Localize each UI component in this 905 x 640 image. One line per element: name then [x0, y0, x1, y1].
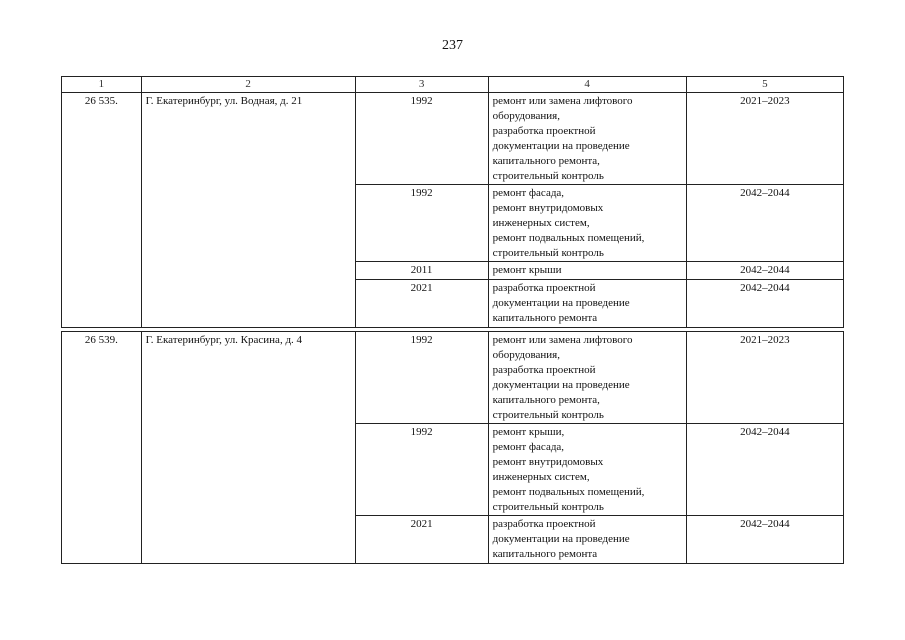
commission-year: 1992: [355, 185, 488, 262]
commission-year: 2021: [355, 280, 488, 328]
table-row: [62, 93, 844, 185]
commission-year: 2011: [355, 262, 488, 280]
table-row: [62, 332, 844, 424]
repair-work-item: строительный контроль: [492, 247, 604, 259]
repair-work-item: ремонт внутридомовых: [492, 202, 604, 214]
repair-work-item: документации на проведение: [492, 297, 630, 309]
repair-work-item: ремонт крыши: [492, 264, 562, 276]
repair-work-item: ремонт внутридомовых: [492, 456, 604, 468]
table-header-row: [62, 77, 844, 93]
repair-work-item: ремонт подвальных помещений,: [492, 232, 645, 244]
column-header: 4: [488, 77, 686, 93]
column-header: 3: [355, 77, 488, 93]
repair-work-item: документации на проведение: [492, 533, 630, 545]
column-header: 5: [686, 77, 843, 93]
repair-period: 2042–2044: [686, 262, 843, 280]
commission-year: 1992: [355, 332, 488, 424]
commission-year: 1992: [355, 93, 488, 185]
object-address: Г. Екатеринбург, ул. Красина, д. 4: [141, 332, 355, 564]
repair-period: 2042–2044: [686, 185, 843, 262]
repair-works: [488, 424, 686, 516]
repair-work-item: инженерных систем,: [492, 217, 590, 229]
repair-period: 2021–2023: [686, 93, 843, 185]
repair-work-item: капитального ремонта: [492, 312, 598, 324]
repair-work-item: ремонт фасада,: [492, 187, 565, 199]
repair-work-item: разработка проектной: [492, 364, 596, 376]
commission-year: 2021: [355, 516, 488, 564]
object-number: 26 539.: [62, 332, 142, 564]
repair-work-item: инженерных систем,: [492, 471, 590, 483]
column-header: 2: [141, 77, 355, 93]
repair-work-item: ремонт или замена лифтового: [492, 334, 633, 346]
repair-work-item: документации на проведение: [492, 140, 630, 152]
repair-works: [488, 185, 686, 262]
repair-works: [488, 280, 686, 328]
repair-work-item: капитального ремонта,: [492, 394, 600, 406]
repair-work-item: ремонт или замена лифтового: [492, 95, 633, 107]
repair-work-item: ремонт фасада,: [492, 441, 565, 453]
repair-work-item: оборудования,: [492, 110, 560, 122]
repair-work-item: разработка проектной: [492, 518, 596, 530]
repair-period: 2042–2044: [686, 280, 843, 328]
repair-works: [488, 516, 686, 564]
repair-works: [488, 332, 686, 424]
repair-work-item: капитального ремонта: [492, 548, 598, 560]
repair-works: [488, 262, 686, 280]
repair-work-item: строительный контроль: [492, 501, 604, 513]
repair-work-item: документации на проведение: [492, 379, 630, 391]
repair-work-item: строительный контроль: [492, 170, 604, 182]
repair-work-item: ремонт подвальных помещений,: [492, 486, 645, 498]
repair-period: 2042–2044: [686, 516, 843, 564]
repair-works: [488, 93, 686, 185]
repair-work-item: капитального ремонта,: [492, 155, 600, 167]
column-header: 1: [62, 77, 142, 93]
repair-work-item: ремонт крыши,: [492, 426, 565, 438]
repair-period: 2021–2023: [686, 332, 843, 424]
repair-work-item: разработка проектной: [492, 125, 596, 137]
object-number: 26 535.: [62, 93, 142, 328]
repair-work-item: оборудования,: [492, 349, 560, 361]
repair-schedule-table: [61, 76, 844, 564]
repair-work-item: строительный контроль: [492, 409, 604, 421]
commission-year: 1992: [355, 424, 488, 516]
page-number: 237: [442, 38, 463, 53]
object-address: Г. Екатеринбург, ул. Водная, д. 21: [141, 93, 355, 328]
repair-period: 2042–2044: [686, 424, 843, 516]
repair-work-item: разработка проектной: [492, 282, 596, 294]
